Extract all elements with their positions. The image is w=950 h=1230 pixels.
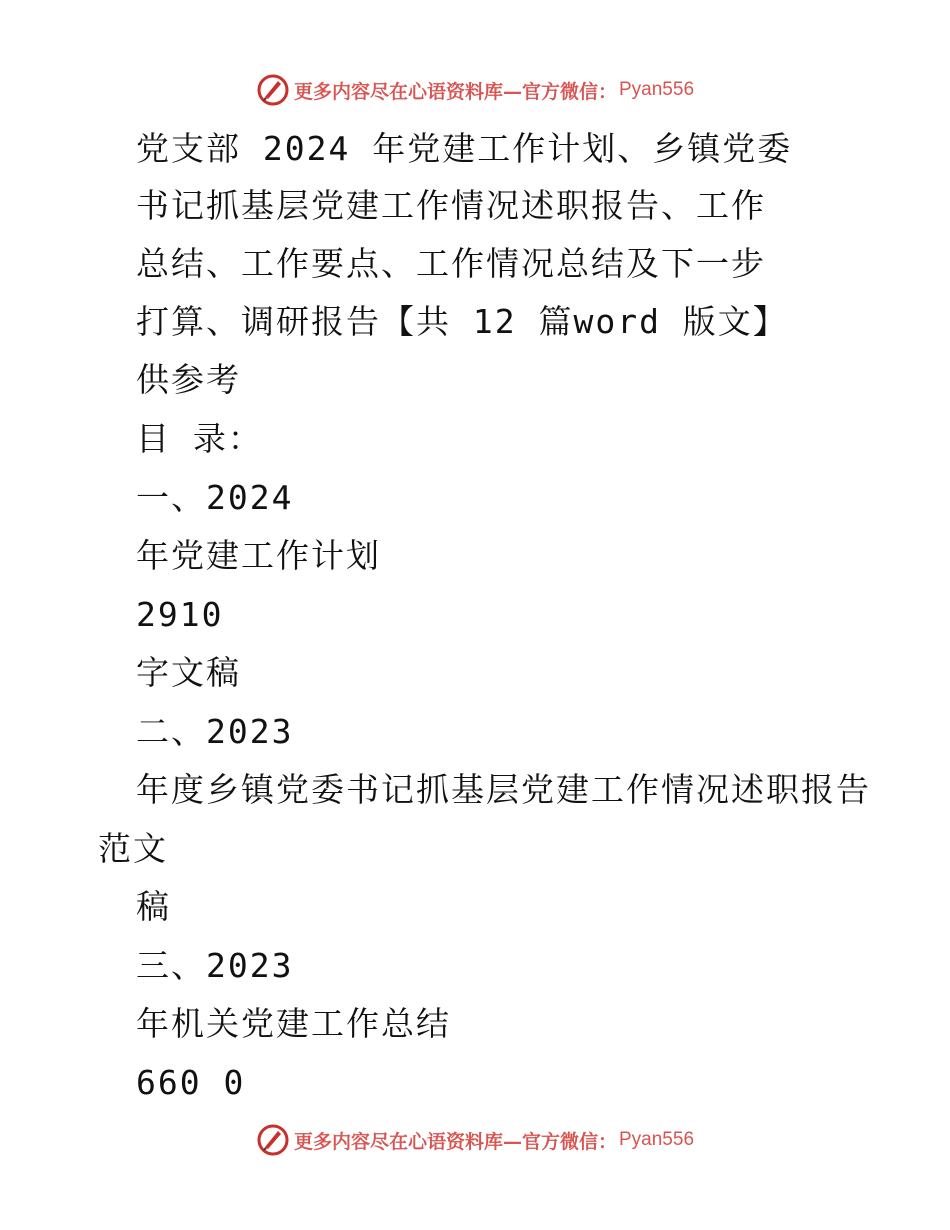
toc-item-1-number: 一、2024 — [136, 478, 294, 517]
toc-heading: 目 录： — [136, 419, 263, 458]
quill-logo-icon — [256, 73, 290, 107]
toc-item-1-title: 年党建工作计划 — [136, 536, 381, 575]
footer-watermark — [0, 1120, 950, 1160]
title-line-3: 总结、工作要点、工作情况总结及下一步 — [136, 244, 766, 283]
toc-item-3-wordcount: 660 0 — [136, 1063, 246, 1102]
watermark-text: 更多内容尽在心语资料库—官方微信： — [293, 80, 617, 103]
watermark-wechat-id: Pyan556 — [619, 79, 695, 100]
title-line-2: 书记抓基层党建工作情况述职报告、工作 — [136, 186, 766, 225]
toc-item-1-wordcount: 2910 — [136, 595, 224, 634]
title-line-1: 党支部 2024 年党建工作计划、乡镇党委 — [136, 129, 793, 168]
quill-logo-icon — [256, 1123, 290, 1157]
toc-item-2-title-cont: 范文 — [98, 829, 168, 868]
watermark-wechat-id: Pyan556 — [619, 1129, 695, 1150]
toc-item-2-suffix: 稿 — [136, 887, 171, 926]
watermark-text: 更多内容尽在心语资料库—官方微信： — [293, 1130, 617, 1153]
header-watermark — [0, 70, 950, 110]
title-line-4: 打算、调研报告【共 12 篇word 版文】 — [136, 302, 788, 341]
toc-item-3-title: 年机关党建工作总结 — [136, 1004, 451, 1043]
toc-item-3-number: 三、2023 — [136, 946, 294, 985]
toc-item-2-number: 二、2023 — [136, 712, 294, 751]
toc-item-1-suffix: 字文稿 — [136, 653, 241, 692]
toc-item-2-title: 年度乡镇党委书记抓基层党建工作情况述职报告 — [136, 770, 871, 809]
title-line-5: 供参考 — [136, 360, 241, 399]
